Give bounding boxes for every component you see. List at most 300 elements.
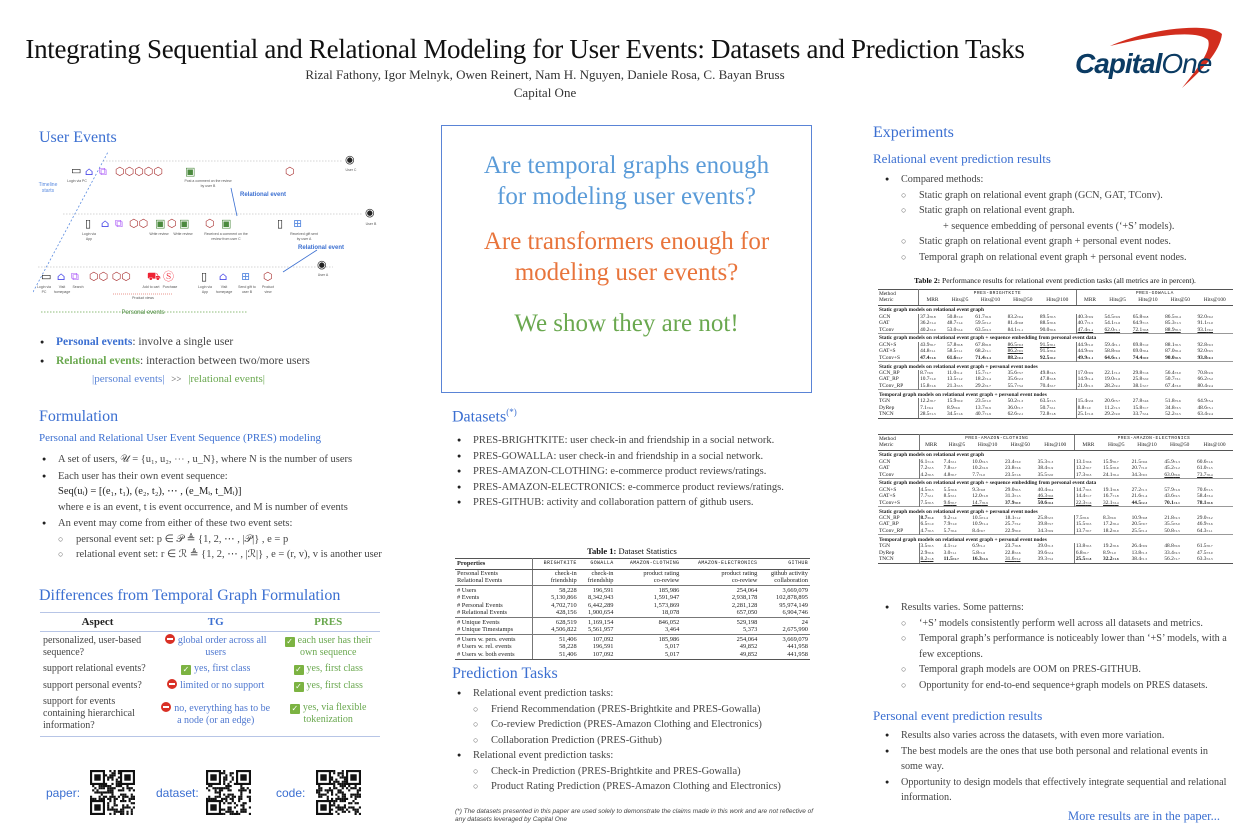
qr-module xyxy=(337,804,339,806)
metric-mean: 91.5 xyxy=(1039,348,1050,355)
qr-module xyxy=(232,776,234,778)
metric-value-cell xyxy=(971,528,1004,535)
metric-std: 3.0 xyxy=(1176,370,1181,375)
metric-value-cell xyxy=(1196,472,1233,479)
metric-std: 0.9 xyxy=(1144,355,1149,360)
metric-mean: 81.4 xyxy=(1007,320,1017,327)
metric-std: 0.6 xyxy=(1087,459,1092,464)
qr-module xyxy=(94,798,96,800)
metric-value-cell xyxy=(919,528,943,535)
metric-std: 4.6 xyxy=(1144,399,1149,404)
metric-mean: 20.7 xyxy=(1131,465,1142,472)
qr-module xyxy=(126,804,128,806)
metric-std: 0.6 xyxy=(1142,459,1148,464)
metric-mean: 28.5 xyxy=(920,410,930,417)
metric-mean: 50.8 xyxy=(946,313,957,320)
metric-value-cell xyxy=(1004,472,1037,479)
qr-module xyxy=(352,794,354,796)
table1-cell: # Users xyxy=(455,585,533,594)
metric-std: 1.1 xyxy=(986,349,991,354)
metric-mean: 46.9 xyxy=(1197,521,1207,528)
metric-std: 0.6 xyxy=(955,405,960,410)
pm-sign: ± xyxy=(927,528,930,533)
pm-sign: ± xyxy=(956,370,959,375)
compared-method-item: ○ Temporal graph on relational event graph + personal event nodes. xyxy=(883,250,1243,266)
metric-mean: 49.9 xyxy=(1077,354,1088,361)
metric-mean: 67.4 xyxy=(1165,382,1175,389)
qr-module xyxy=(103,798,105,800)
qr-module xyxy=(325,794,327,796)
metric-mean: 57.8 xyxy=(946,341,957,348)
qr-module xyxy=(320,787,322,789)
table1-header-cell: AMAZON-CLOTHING xyxy=(616,559,682,570)
metric-std: 0.2 xyxy=(1208,327,1214,332)
qr-module xyxy=(114,798,116,800)
qr-module xyxy=(129,789,131,791)
qr-module xyxy=(223,813,225,815)
metric-value-cell xyxy=(1132,355,1164,362)
qr-module xyxy=(118,785,120,787)
pres-subtitle: Personal and Relational User Event Sequence (PRES) modeling xyxy=(39,432,321,444)
metric-value-cell xyxy=(1131,472,1164,479)
metric-std: 3.5 xyxy=(1176,405,1181,410)
table1-row xyxy=(455,651,810,660)
table1-cell: # Users w. pers. events xyxy=(455,634,533,643)
pm-sign: ± xyxy=(1112,522,1115,527)
metric-std: 1.5 xyxy=(1142,556,1148,561)
check-icon: ✓ xyxy=(182,665,190,674)
qr-module xyxy=(325,789,327,791)
qr-module xyxy=(225,796,227,798)
metric-header: Hits@5 xyxy=(1103,297,1131,305)
qr-module xyxy=(118,789,120,791)
metric-mean: 11.2 xyxy=(1104,404,1114,411)
qr-module xyxy=(103,791,105,793)
pm-sign: ± xyxy=(1206,494,1209,499)
metric-mean: 39.6 xyxy=(1037,549,1048,556)
pm-sign: ± xyxy=(1017,327,1019,332)
qr-module xyxy=(230,774,232,776)
pm-sign: ± xyxy=(1085,544,1088,549)
relational-event-label: Relational event xyxy=(297,245,344,251)
user-events-bullets xyxy=(38,333,418,371)
pm-sign: ± xyxy=(1047,528,1049,533)
pm-sign: ± xyxy=(1085,500,1088,505)
metric-std: 1.4 xyxy=(958,321,963,326)
pm-sign: ± xyxy=(978,487,981,492)
qr-module xyxy=(126,806,128,808)
pm-sign: ± xyxy=(1014,466,1017,471)
tg-text: yes, first class xyxy=(194,663,251,674)
qr-module xyxy=(232,811,234,813)
pm-sign: ± xyxy=(1047,515,1049,520)
pm-sign: ± xyxy=(1014,556,1017,561)
metric-std: 1.7 xyxy=(1175,556,1180,561)
metric-value-cell xyxy=(1007,411,1039,419)
pm-sign: ± xyxy=(1206,472,1209,477)
pm-sign: ± xyxy=(1173,500,1176,505)
table1-cell: 196,591 xyxy=(579,585,616,594)
pm-sign: ± xyxy=(1142,370,1145,375)
search-icon: ⧉ xyxy=(71,270,79,283)
metric-header: Hits@50 xyxy=(1007,297,1039,305)
qr-module xyxy=(120,794,122,796)
qr-module xyxy=(129,798,131,800)
qr-finder-pattern xyxy=(124,774,130,780)
metric-std: 1.1 xyxy=(1018,327,1024,332)
qr-module xyxy=(124,800,126,802)
qr-module xyxy=(238,796,240,798)
qr-module xyxy=(111,783,113,785)
pm-sign: ± xyxy=(1173,550,1176,555)
pm-sign: ± xyxy=(1113,321,1116,326)
pm-sign: ± xyxy=(950,472,953,477)
qr-module xyxy=(335,806,337,808)
qr-module xyxy=(221,809,223,811)
metric-std: 0.6 xyxy=(1111,515,1116,520)
method-name: GCN+S xyxy=(878,342,919,348)
table1-cell: check-in xyxy=(591,569,614,577)
metric-mean: 64.9 xyxy=(1197,398,1207,405)
metric-mean: 15.4 xyxy=(1077,398,1088,405)
metric-value-cell xyxy=(919,355,946,362)
pm-sign: ± xyxy=(1017,411,1019,416)
qr-module xyxy=(122,809,124,811)
qr-module xyxy=(92,785,94,787)
metric-std: 0.9 xyxy=(1088,349,1094,354)
pm-sign: ± xyxy=(978,528,981,533)
metric-header: Hits@5 xyxy=(1102,442,1131,450)
metric-value-cell xyxy=(1164,383,1196,390)
table1-cell: 24 xyxy=(759,617,810,626)
qr-module xyxy=(111,776,113,778)
pm-sign: ± xyxy=(1206,327,1209,332)
qr-module xyxy=(348,806,350,808)
qr-module xyxy=(116,804,118,806)
qr-module xyxy=(359,796,361,798)
qr-module xyxy=(240,811,242,813)
table2-group-title-row xyxy=(878,535,1233,543)
qr-module xyxy=(318,796,320,798)
qr-module xyxy=(327,796,329,798)
metric-mean: 3.5 xyxy=(920,543,928,550)
check-icon: ✓ xyxy=(295,681,302,691)
metric-mean: 40.7 xyxy=(975,410,985,417)
aspect-cell: support relational events? xyxy=(43,663,146,674)
pm-sign: ± xyxy=(984,383,987,388)
qr-module xyxy=(331,779,333,781)
metric-mean: 8.2 xyxy=(920,555,928,562)
metric-value-cell xyxy=(1102,556,1131,564)
metric-value-cell xyxy=(1037,556,1075,564)
qr-finder-pattern xyxy=(320,804,326,810)
metric-mean: 44.5 xyxy=(1131,499,1142,506)
metric-value-cell xyxy=(919,556,943,564)
metric-mean: 70.6 xyxy=(1197,486,1207,493)
qr-module xyxy=(114,796,116,798)
table1-row xyxy=(455,609,810,617)
pm-sign: ± xyxy=(1017,321,1019,326)
table1-cell: 4,506,822 xyxy=(551,626,577,633)
qr-module xyxy=(131,796,133,798)
group-title: Temporal graph models on relational event graph + personal event nodes xyxy=(878,535,1233,543)
diagram-label: Received gift sent by user A xyxy=(290,232,318,241)
pm-sign: ± xyxy=(1087,383,1089,388)
pm-sign: ± xyxy=(984,377,987,382)
metric-mean: 29.0 xyxy=(1197,514,1207,521)
metric-mean: 47.4 xyxy=(920,354,930,361)
metric-mean: 50.2 xyxy=(1007,398,1017,405)
qr-module xyxy=(344,796,346,798)
metric-std: 0.8 xyxy=(1142,515,1148,520)
qr-module xyxy=(225,774,227,776)
qr-module xyxy=(333,772,335,774)
metric-std: 0.2 xyxy=(1208,314,1214,319)
pm-sign: ± xyxy=(1113,399,1116,404)
pm-sign: ± xyxy=(984,314,987,319)
section-heading-user-events: User Events xyxy=(39,129,117,146)
metric-std: 1.5 xyxy=(1088,321,1094,326)
pm-sign: ± xyxy=(1014,487,1017,492)
pm-sign: ± xyxy=(1142,377,1145,382)
result-pattern-item: ○ Opportunity for end-to-end sequence+graph models on PRES datasets. xyxy=(883,678,1243,694)
qr-module xyxy=(126,796,128,798)
qr-module xyxy=(217,791,219,793)
section-heading-formulation: Formulation xyxy=(39,408,119,425)
metric-std: 0.8 xyxy=(1016,544,1021,549)
pm-sign: ± xyxy=(1113,405,1116,410)
compared-method-item: + sequence embedding of personal events (‘+S’ models). xyxy=(943,220,1175,232)
pm-sign: ± xyxy=(1014,550,1017,555)
differences-row xyxy=(40,677,380,694)
gift-icon: ⊞ xyxy=(293,217,303,230)
pm-sign: ± xyxy=(1174,399,1177,404)
pm-sign: ± xyxy=(1112,494,1115,499)
qr-module xyxy=(133,806,135,808)
pm-sign: ± xyxy=(950,528,953,533)
metric-mean: 22.3 xyxy=(1075,499,1086,506)
qr-module xyxy=(133,802,135,804)
metric-mean: 7.5 xyxy=(920,499,928,506)
pm-sign: ± xyxy=(1112,487,1115,492)
metric-value-cell xyxy=(919,472,943,479)
metric-std: 3.2 xyxy=(1016,522,1021,527)
qr-module xyxy=(344,779,346,781)
qr-module xyxy=(122,789,124,791)
qr-module xyxy=(131,798,133,800)
qr-module xyxy=(215,787,217,789)
qr-module xyxy=(318,789,320,791)
pm-sign: ± xyxy=(1206,411,1209,416)
pm-sign: ± xyxy=(1174,383,1177,388)
qr-module xyxy=(240,791,242,793)
metric-std: 1.6 xyxy=(1115,377,1121,382)
metric-mean: 83.2 xyxy=(1007,313,1017,320)
diagram-label: Visit homepage xyxy=(215,285,233,294)
metric-mean: 4.5 xyxy=(920,486,928,493)
metric-std: 1.2 xyxy=(952,544,957,549)
metric-mean: 44.9 xyxy=(1077,341,1088,348)
pm-sign: ± xyxy=(1049,321,1052,326)
metric-std: 0.9 xyxy=(983,500,988,505)
qr-module xyxy=(236,811,238,813)
pm-sign: ± xyxy=(1085,528,1088,533)
qr-module xyxy=(126,813,128,815)
metric-std: 1.3 xyxy=(1048,544,1054,549)
metric-std: 2.0 xyxy=(1115,411,1121,416)
metric-header: MRR xyxy=(919,297,946,305)
qr-module xyxy=(342,791,344,793)
pm-sign: ± xyxy=(1112,528,1115,533)
qr-module xyxy=(109,798,111,800)
metric-mean: 7.9 xyxy=(943,521,951,528)
metric-std: 0.3 xyxy=(1051,314,1056,319)
metric-value-cell xyxy=(946,383,974,390)
metric-mean: 21.3 xyxy=(946,382,957,389)
table1-header-cell: Properties xyxy=(455,559,533,570)
metric-mean: 37.3 xyxy=(920,313,930,320)
paper-qr-code[interactable] xyxy=(90,770,135,815)
qr-module xyxy=(327,789,329,791)
qr-module xyxy=(318,787,320,789)
qr-module xyxy=(107,789,109,791)
dataset-qr-code[interactable] xyxy=(206,770,251,815)
datasets-heading-text: Datasets xyxy=(452,408,507,426)
metric-mean: 91.1 xyxy=(1197,320,1207,327)
metric-std: 1.3 xyxy=(1142,550,1148,555)
metric-mean: 35.5 xyxy=(1164,521,1174,528)
metric-std: 2.3 xyxy=(1175,515,1180,520)
pm-sign: ± xyxy=(956,314,959,319)
qr-module xyxy=(221,787,223,789)
metric-mean: 7.2 xyxy=(920,465,928,472)
metric-mean: 29.8 xyxy=(1132,369,1143,376)
metric-value-cell xyxy=(971,556,1004,564)
metric-value-cell xyxy=(974,411,1006,419)
pm-sign: ± xyxy=(1113,342,1116,347)
metric-std: 1.8 xyxy=(1087,556,1092,561)
metric-mean: 10.9 xyxy=(972,521,982,528)
qr-module xyxy=(232,798,234,800)
metric-std: 3.7 xyxy=(1048,522,1054,527)
pm-sign: ± xyxy=(927,515,930,520)
code-qr-code[interactable] xyxy=(316,770,361,815)
qr-module xyxy=(122,794,124,796)
metric-std: 2.8 xyxy=(1051,377,1056,382)
qr-module xyxy=(124,806,126,808)
method-name: TGN xyxy=(878,543,919,549)
pm-sign: ± xyxy=(1113,349,1116,354)
metric-mean: 23.8 xyxy=(1004,465,1015,472)
metric-std: 0.5 xyxy=(1176,342,1181,347)
metric-value-cell xyxy=(1039,383,1076,390)
metric-std: 2.5 xyxy=(983,459,988,464)
metric-value-cell xyxy=(1163,556,1196,564)
metric-value-cell xyxy=(1132,411,1164,419)
pm-sign: ± xyxy=(1112,556,1115,561)
qr-module xyxy=(240,787,242,789)
metric-std: 4.5 xyxy=(1051,370,1056,375)
qr-module xyxy=(124,794,126,796)
qr-module xyxy=(350,796,352,798)
metric-std: 0.5 xyxy=(1142,472,1148,477)
pm-sign: ± xyxy=(1047,466,1049,471)
metric-std: 0.7 xyxy=(931,342,936,347)
metric-std: 0.6 xyxy=(929,550,934,555)
metric-mean: 3.0 xyxy=(943,549,951,556)
qr-module xyxy=(242,787,244,789)
table2-caption-text: Performance results for relational event prediction tasks (all metrics are in percent). xyxy=(940,276,1196,285)
metric-std: 2.4 xyxy=(1114,500,1119,505)
metric-value-cell xyxy=(1103,411,1131,419)
qr-module xyxy=(105,774,107,776)
prediction-task-item: ○ Collaboration Prediction (PRES-Github) xyxy=(455,733,835,749)
metric-std: 0.8 xyxy=(1208,500,1213,505)
metric-mean: 38.1 xyxy=(1132,382,1143,389)
pm-sign: ± xyxy=(1206,550,1209,555)
metric-std: 0.9 xyxy=(986,405,991,410)
section-heading-datasets xyxy=(452,407,517,426)
qr-module xyxy=(212,798,214,800)
table1-cell: 4,702,710 xyxy=(551,601,577,609)
pm-sign: ± xyxy=(978,544,981,549)
metric-mean: 7.8 xyxy=(943,465,951,472)
metric-value-cell xyxy=(971,472,1004,479)
pm-sign: ± xyxy=(1017,377,1019,382)
poster-title: Integrating Sequential and Relational Modeling for User Events: Datasets and Prediction Tasks xyxy=(25,34,1025,64)
metric-value-cell xyxy=(1037,528,1075,535)
prediction-task-item: ○ Friend Recommendation (PRES-Brightkite and PRES-Gowalla) xyxy=(455,702,835,718)
pm-sign: ± xyxy=(984,349,987,354)
metric-mean: 19.0 xyxy=(1104,376,1114,383)
metric-mean: 29.0 xyxy=(1004,486,1015,493)
qr-module xyxy=(331,798,333,800)
metric-mean: 58.5 xyxy=(946,348,957,355)
table1-cell: 8,342,943 xyxy=(587,594,614,601)
pm-sign: ± xyxy=(1113,383,1116,388)
qr-module xyxy=(342,770,344,772)
pm-sign: ± xyxy=(1174,314,1177,319)
pm-sign: ± xyxy=(981,494,984,499)
pm-sign: ± xyxy=(1049,411,1052,416)
pm-sign: ± xyxy=(929,314,932,319)
metric-std: 2.0 xyxy=(1048,472,1054,477)
table2-row xyxy=(878,327,1233,334)
metric-mean: 15.5 xyxy=(1103,465,1113,472)
qr-module xyxy=(333,785,335,787)
metric-value-cell xyxy=(1196,556,1233,564)
pm-sign: ± xyxy=(956,383,959,388)
pm-sign: ± xyxy=(1206,349,1209,354)
qr-module xyxy=(114,772,116,774)
pm-sign: ± xyxy=(1173,466,1176,471)
metric-value-cell xyxy=(1164,411,1196,419)
qr-module xyxy=(230,813,232,815)
qr-module xyxy=(99,798,101,800)
more-results-link[interactable]: More results are in the paper... xyxy=(1068,809,1221,823)
metric-std: 1.8 xyxy=(1114,556,1119,561)
metric-std: 1.3 xyxy=(1115,405,1120,410)
compared-method-item: ○ Static graph on relational event graph (GCN, GAT, TConv). xyxy=(883,188,1243,204)
metric-std: 0.4 xyxy=(1051,349,1056,354)
qr-module xyxy=(333,770,335,772)
metric-value-cell xyxy=(1103,327,1131,334)
pm-sign: ± xyxy=(1206,383,1209,388)
qr-module xyxy=(114,802,116,804)
table1-cell: 5,130,866 xyxy=(551,594,577,601)
qr-module xyxy=(223,779,225,781)
metric-mean: 43.6 xyxy=(1164,493,1174,500)
